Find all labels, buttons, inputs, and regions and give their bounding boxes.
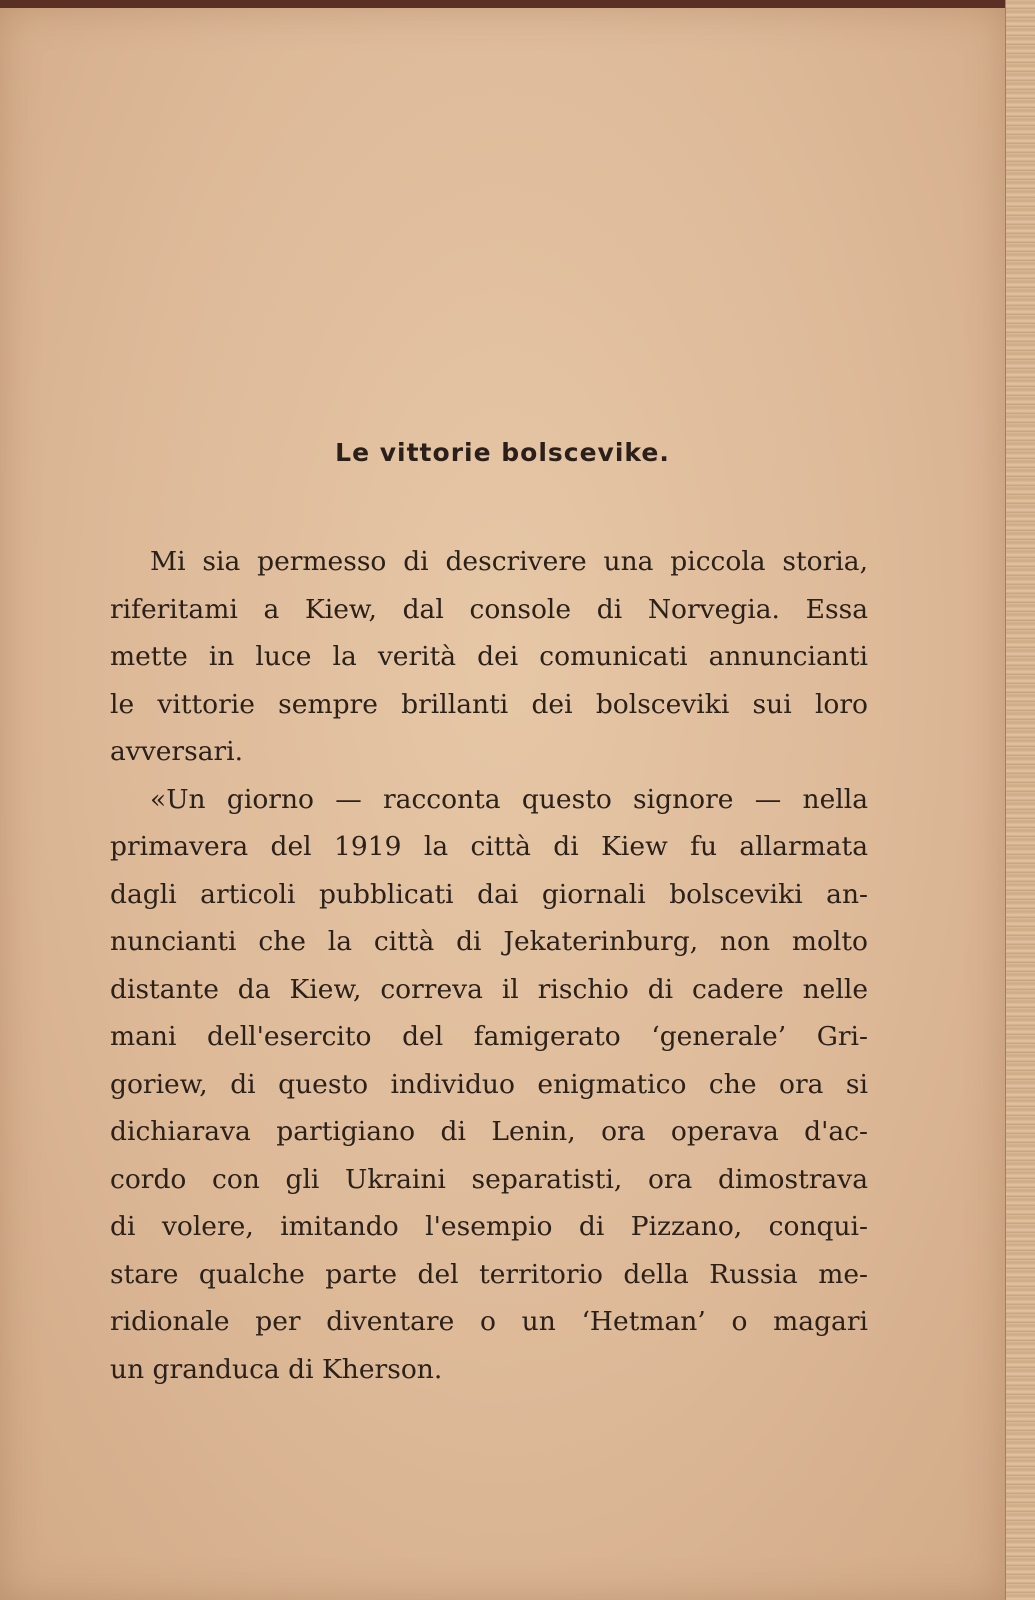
book-page <box>0 8 1005 1600</box>
book-top-edge <box>0 0 1035 8</box>
text-line: distante da Kiew, correva il rischio di cadere nelle <box>110 973 868 1005</box>
text-line: mette in luce la verità dei comunicati annuncianti <box>110 641 868 672</box>
text-line: mani dell'esercito del famigerato ‘generale’ Gri- <box>110 1021 868 1052</box>
text-line: un granduca di Kherson. <box>110 1353 443 1385</box>
text-line: cordo con gli Ukraini separatisti, ora dimostrava <box>110 1163 868 1195</box>
text-line: le vittorie sempre brillanti dei bolsceviki sui loro <box>110 688 868 720</box>
text-line: dagli articoli pubblicati dai giornali bolsceviki an- <box>110 878 868 910</box>
text-line: dichiarava partigiano di Lenin, ora operava d'ac- <box>110 1116 868 1147</box>
text-line: primavera del 1919 la città di Kiew fu allarmata <box>110 831 868 862</box>
chapter-heading: Le vittorie bolscevike. <box>335 438 670 467</box>
text-line: Mi sia permesso di descrivere una piccola storia, <box>150 546 868 577</box>
text-line: stare qualche parte del territorio della Russia me- <box>110 1258 868 1290</box>
text-line: «Un giorno — racconta questo signore — nella <box>150 783 868 815</box>
text-line: di volere, imitando l'esempio di Pizzano, conqui- <box>110 1211 868 1242</box>
text-line: goriew, di questo individuo enigmatico che ora si <box>110 1068 868 1100</box>
text-line: avversari. <box>110 736 244 767</box>
text-line: nuncianti che la città di Jekaterinburg, non molto <box>110 926 868 957</box>
text-line: ridionale per diventare o un ‘Hetman’ o magari <box>110 1306 868 1337</box>
body-text <box>110 538 868 1393</box>
text-line: riferitami a Kiew, dal console di Norvegia. Essa <box>110 593 868 625</box>
page-stack-edge <box>1005 0 1035 1600</box>
